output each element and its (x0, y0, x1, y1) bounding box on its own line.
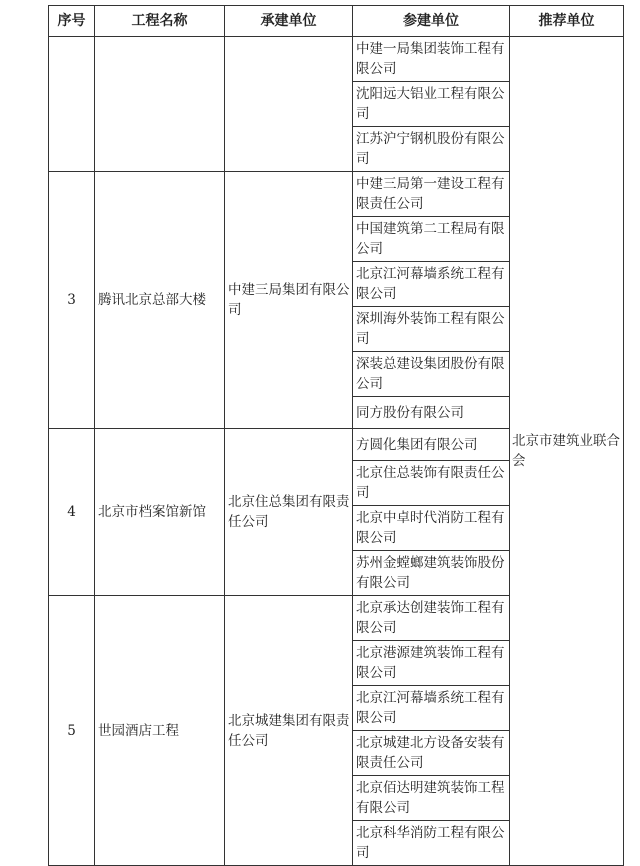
participant-cell: 北京港源建筑装饰工程有限公司 (353, 641, 510, 686)
participant-cell: 北京中卓时代消防工程有限公司 (353, 506, 510, 551)
recommender-cell: 北京市建筑业联合会 (510, 37, 624, 866)
header-project: 工程名称 (95, 6, 225, 37)
seq-cell: 5 (49, 596, 95, 866)
header-recommender: 推荐单位 (510, 6, 624, 37)
participant-cell: 中建三局第一建设工程有限责任公司 (353, 172, 510, 217)
participant-cell: 北京佰达明建筑装饰工程有限公司 (353, 776, 510, 821)
header-participant: 参建单位 (353, 6, 510, 37)
participant-cell: 江苏沪宁钢机股份有限公司 (353, 127, 510, 172)
participant-cell: 沈阳远大铝业工程有限公司 (353, 82, 510, 127)
participant-cell: 中国建筑第二工程局有限公司 (353, 217, 510, 262)
header-contractor: 承建单位 (225, 6, 353, 37)
contractor-cell: 中建三局集团有限公司 (225, 172, 353, 429)
participant-cell: 北京承达创建装饰工程有限公司 (353, 596, 510, 641)
table-row (49, 37, 624, 82)
project-cell: 世园酒店工程 (95, 596, 225, 866)
participant-cell: 苏州金螳螂建筑装饰股份有限公司 (353, 551, 510, 596)
header-row (49, 6, 624, 37)
participant-cell: 同方股份有限公司 (353, 397, 510, 429)
participant-cell: 北京江河幕墙系统工程有限公司 (353, 686, 510, 731)
participant-cell: 北京科华消防工程有限公司 (353, 821, 510, 866)
participant-cell: 中建一局集团装饰工程有限公司 (353, 37, 510, 82)
project-cell: 腾讯北京总部大楼 (95, 172, 225, 429)
contractor-cell (225, 37, 353, 172)
header-seq: 序号 (49, 6, 95, 37)
seq-cell: 3 (49, 172, 95, 429)
participant-cell: 北京城建北方设备安装有限责任公司 (353, 731, 510, 776)
project-table (48, 5, 624, 866)
seq-cell (49, 37, 95, 172)
table-body (49, 37, 624, 866)
contractor-cell: 北京住总集团有限责任公司 (225, 429, 353, 596)
participant-cell: 深装总建设集团股份有限公司 (353, 352, 510, 397)
participant-cell: 方圆化集团有限公司 (353, 429, 510, 461)
participant-cell: 北京住总装饰有限责任公司 (353, 461, 510, 506)
project-cell (95, 37, 225, 172)
contractor-cell: 北京城建集团有限责任公司 (225, 596, 353, 866)
seq-cell: 4 (49, 429, 95, 596)
participant-cell: 深圳海外装饰工程有限公司 (353, 307, 510, 352)
project-cell: 北京市档案馆新馆 (95, 429, 225, 596)
participant-cell: 北京江河幕墙系统工程有限公司 (353, 262, 510, 307)
